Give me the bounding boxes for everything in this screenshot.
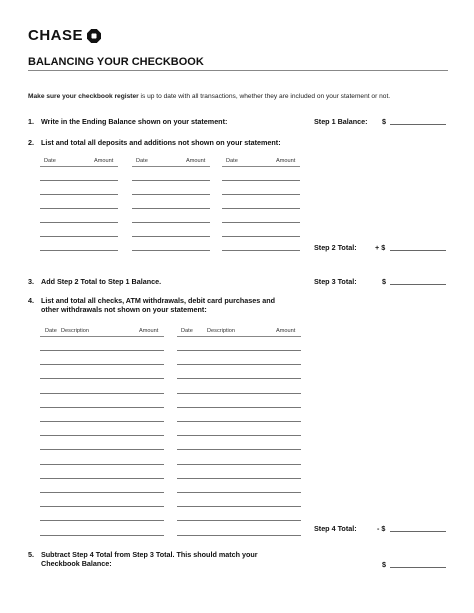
deposit-col1-line[interactable]: [40, 250, 118, 251]
withdrawal-col2-line[interactable]: [177, 364, 301, 365]
title-divider: [28, 70, 448, 71]
withdrawal-col2-line[interactable]: [177, 421, 301, 422]
withdrawal-col1-line[interactable]: [40, 364, 164, 365]
deposit-col1-line[interactable]: [40, 236, 118, 237]
deposit-col1-line[interactable]: [40, 208, 118, 209]
withdrawal-col2-line[interactable]: [177, 506, 301, 507]
withdrawal-col2-line[interactable]: [177, 350, 301, 351]
deposit-col2-line[interactable]: [132, 236, 210, 237]
withdrawals-col1-header-rule: [40, 336, 164, 337]
step4-text-line2: other withdrawals not shown on your statement:: [41, 305, 207, 314]
withdrawal-col1-line[interactable]: [40, 407, 164, 408]
withdrawals-col2-description-header: Description: [207, 328, 235, 334]
withdrawal-col2-line[interactable]: [177, 407, 301, 408]
step2-label: Step 2 Total:: [314, 243, 357, 252]
withdrawal-col2-line[interactable]: [177, 464, 301, 465]
deposit-col3-line[interactable]: [222, 222, 300, 223]
withdrawal-col2-line[interactable]: [177, 378, 301, 379]
step5-number: 5.: [28, 550, 34, 559]
intro-rest: is up to date with all transactions, whether they are included on your statement or not.: [138, 93, 391, 100]
deposit-col3-line[interactable]: [222, 250, 300, 251]
step1-instruction: [28, 117, 227, 126]
deposits-col2-date-header: Date: [136, 158, 148, 164]
page-title: BALANCING YOUR CHECKBOOK: [28, 56, 204, 68]
deposits-col2-header-rule: [132, 166, 210, 167]
withdrawal-col2-line[interactable]: [177, 393, 301, 394]
step4-text-line1: List and total all checks, ATM withdrawals, debit card purchases and: [41, 296, 276, 305]
withdrawal-col1-line[interactable]: [40, 535, 164, 536]
chase-logo: [28, 27, 101, 44]
withdrawals-table: [40, 328, 302, 533]
step4-total-input[interactable]: [390, 531, 446, 532]
withdrawal-col1-line[interactable]: [40, 478, 164, 479]
withdrawal-col1-line[interactable]: [40, 378, 164, 379]
step1-dollar: $: [382, 117, 386, 126]
withdrawals-col1-amount-header: Amount: [139, 328, 159, 334]
withdrawal-col1-line[interactable]: [40, 449, 164, 450]
step2-total-input[interactable]: [390, 250, 446, 251]
withdrawals-col1-description-header: Description: [61, 328, 89, 334]
withdrawal-col2-line[interactable]: [177, 520, 301, 521]
intro-text: [28, 93, 390, 100]
step1-label: Step 1 Balance:: [314, 117, 368, 126]
withdrawal-col1-line[interactable]: [40, 350, 164, 351]
deposit-col2-line[interactable]: [132, 194, 210, 195]
logo-text: CHASE: [28, 27, 84, 44]
chase-octagon-icon: [87, 29, 101, 43]
step1-number: 1.: [28, 117, 34, 126]
withdrawals-col2-header-rule: [177, 336, 301, 337]
withdrawal-col1-line[interactable]: [40, 492, 164, 493]
step3-dollar: $: [382, 277, 386, 286]
deposit-col1-line[interactable]: [40, 222, 118, 223]
withdrawal-col2-line[interactable]: [177, 492, 301, 493]
deposits-col1-header-rule: [40, 166, 118, 167]
deposit-col3-line[interactable]: [222, 180, 300, 181]
step2-text: List and total all deposits and additions not shown on your statement:: [41, 138, 281, 147]
withdrawal-col2-line[interactable]: [177, 535, 301, 536]
deposit-col1-line[interactable]: [40, 180, 118, 181]
step2-number: 2.: [28, 138, 34, 147]
deposit-col2-line[interactable]: [132, 208, 210, 209]
deposits-col1-amount-header: Amount: [94, 158, 114, 164]
step2-dollar: + $: [375, 243, 386, 252]
step3-number: 3.: [28, 277, 34, 286]
step1-text: Write in the Ending Balance shown on your statement:: [41, 117, 228, 126]
withdrawals-col2-date-header: Date: [181, 328, 193, 334]
deposit-col2-line[interactable]: [132, 222, 210, 223]
deposit-col3-line[interactable]: [222, 236, 300, 237]
withdrawal-col2-line[interactable]: [177, 449, 301, 450]
withdrawal-col1-line[interactable]: [40, 464, 164, 465]
withdrawal-col2-line[interactable]: [177, 478, 301, 479]
step3-label: Step 3 Total:: [314, 277, 357, 286]
deposits-col3-header-rule: [222, 166, 300, 167]
step2-instruction: [28, 138, 281, 147]
step5-text-line2: Checkbook Balance:: [41, 559, 112, 568]
step1-balance-input[interactable]: [390, 124, 446, 125]
deposits-col2-amount-header: Amount: [186, 158, 206, 164]
deposit-col1-line[interactable]: [40, 194, 118, 195]
deposit-col2-line[interactable]: [132, 180, 210, 181]
step5-text-line1: Subtract Step 4 Total from Step 3 Total. This should match your: [41, 550, 258, 559]
withdrawal-col1-line[interactable]: [40, 520, 164, 521]
step3-total-input[interactable]: [390, 284, 446, 285]
step4-label: Step 4 Total:: [314, 524, 357, 533]
deposit-col3-line[interactable]: [222, 194, 300, 195]
withdrawal-col1-line[interactable]: [40, 435, 164, 436]
step4-instruction: [28, 296, 275, 314]
withdrawals-col2-amount-header: Amount: [276, 328, 296, 334]
step4-dollar: - $: [377, 524, 386, 533]
step5-dollar: $: [382, 560, 386, 569]
withdrawal-col1-line[interactable]: [40, 506, 164, 507]
step3-instruction: [28, 277, 161, 286]
deposits-col1-date-header: Date: [44, 158, 56, 164]
deposits-col3-date-header: Date: [226, 158, 238, 164]
withdrawal-col1-line[interactable]: [40, 421, 164, 422]
step5-instruction: [28, 550, 258, 568]
deposit-col3-line[interactable]: [222, 208, 300, 209]
withdrawal-col2-line[interactable]: [177, 435, 301, 436]
checkbook-balance-input[interactable]: [390, 567, 446, 568]
step4-number: 4.: [28, 296, 34, 305]
withdrawal-col1-line[interactable]: [40, 393, 164, 394]
deposits-table: [40, 158, 300, 253]
deposits-col3-amount-header: Amount: [276, 158, 296, 164]
withdrawals-col1-date-header: Date: [45, 328, 57, 334]
deposit-col2-line[interactable]: [132, 250, 210, 251]
step3-text: Add Step 2 Total to Step 1 Balance.: [41, 277, 162, 286]
intro-bold: Make sure your checkbook register: [28, 93, 139, 100]
